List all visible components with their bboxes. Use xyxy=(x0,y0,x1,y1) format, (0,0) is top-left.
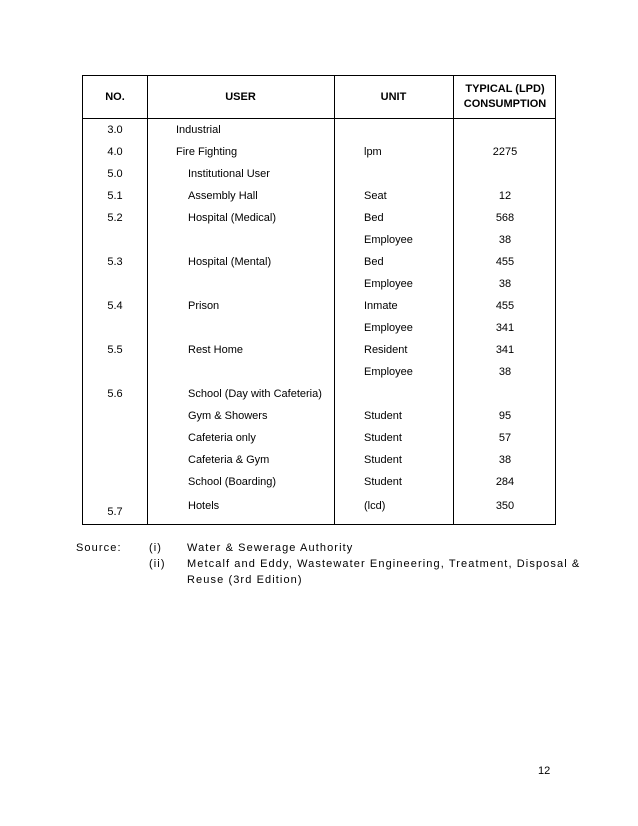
row-user: Fire Fighting xyxy=(176,146,238,158)
row-unit: Student xyxy=(364,410,402,422)
row-user: School (Day with Cafeteria) xyxy=(188,388,322,400)
row-user: Hospital (Medical) xyxy=(188,212,277,224)
header-divider xyxy=(83,118,555,119)
row-consumption: 38 xyxy=(498,278,512,290)
row-unit: Employee xyxy=(364,278,413,290)
row-consumption: 38 xyxy=(498,366,512,378)
row-consumption: 95 xyxy=(498,410,512,422)
header-consumption xyxy=(453,76,557,118)
row-unit: Student xyxy=(364,432,402,444)
row-user: Cafeteria only xyxy=(188,432,256,444)
row-unit: Student xyxy=(364,476,402,488)
row-consumption: 455 xyxy=(495,256,515,268)
row-consumption: 38 xyxy=(498,234,512,246)
source-marker-2: (ii) xyxy=(149,558,166,570)
row-user: Hotels xyxy=(188,500,220,512)
row-number: 5.0 xyxy=(107,168,123,180)
row-number: 5.4 xyxy=(107,300,123,312)
source-text-1: Water & Sewerage Authority xyxy=(187,542,354,554)
row-number: 5.3 xyxy=(107,256,123,268)
row-number: 5.7 xyxy=(107,506,123,518)
row-consumption: 341 xyxy=(495,322,515,334)
row-user: Prison xyxy=(188,300,220,312)
row-user: Gym & Showers xyxy=(188,410,268,422)
source-text-2: Metcalf and Eddy, Wastewater Engineering, Treatment, Disposal & xyxy=(187,558,581,570)
row-consumption: 12 xyxy=(498,190,512,202)
row-unit: Seat xyxy=(364,190,387,202)
row-unit: Bed xyxy=(364,212,384,224)
row-unit: Bed xyxy=(364,256,384,268)
row-consumption: 284 xyxy=(495,476,515,488)
row-unit: Student xyxy=(364,454,402,466)
row-number: 5.2 xyxy=(107,212,123,224)
row-unit: Resident xyxy=(364,344,408,356)
row-consumption: 350 xyxy=(495,500,515,512)
row-number: 5.5 xyxy=(107,344,123,356)
row-consumption: 38 xyxy=(498,454,512,466)
header-consumption-line2: CONSUMPTION xyxy=(463,98,547,110)
header-unit: UNIT xyxy=(380,90,407,103)
row-consumption: 455 xyxy=(495,300,515,312)
row-user: Rest Home xyxy=(188,344,244,356)
row-unit: (lcd) xyxy=(364,500,386,512)
row-user: Hospital (Mental) xyxy=(188,256,272,268)
row-unit: Employee xyxy=(364,234,413,246)
source-continuation: Reuse (3rd Edition) xyxy=(187,574,303,586)
row-unit: Inmate xyxy=(364,300,398,312)
row-consumption: 568 xyxy=(495,212,515,224)
header-no: NO. xyxy=(105,90,125,103)
row-unit: Employee xyxy=(364,322,413,334)
row-user: Institutional User xyxy=(188,168,270,180)
column-divider xyxy=(147,76,148,524)
source-label: Source: xyxy=(76,542,122,554)
row-unit: Employee xyxy=(364,366,413,378)
page-number: 12 xyxy=(538,765,551,777)
row-user: Cafeteria & Gym xyxy=(188,454,270,466)
row-consumption: 57 xyxy=(498,432,512,444)
row-number: 5.6 xyxy=(107,388,123,400)
row-user: Assembly Hall xyxy=(188,190,258,202)
column-divider xyxy=(334,76,335,524)
row-unit: lpm xyxy=(364,146,382,158)
row-consumption: 2275 xyxy=(492,146,518,158)
header-consumption-line1: TYPICAL (LPD) xyxy=(465,83,545,95)
row-user: School (Boarding) xyxy=(188,476,277,488)
row-consumption: 341 xyxy=(495,344,515,356)
row-number: 5.1 xyxy=(107,190,123,202)
header-user: USER xyxy=(225,90,256,103)
source-marker-1: (i) xyxy=(149,542,163,554)
row-user: Industrial xyxy=(176,124,221,136)
consumption-table xyxy=(82,75,556,525)
row-number: 3.0 xyxy=(107,124,123,136)
row-number: 4.0 xyxy=(107,146,123,158)
